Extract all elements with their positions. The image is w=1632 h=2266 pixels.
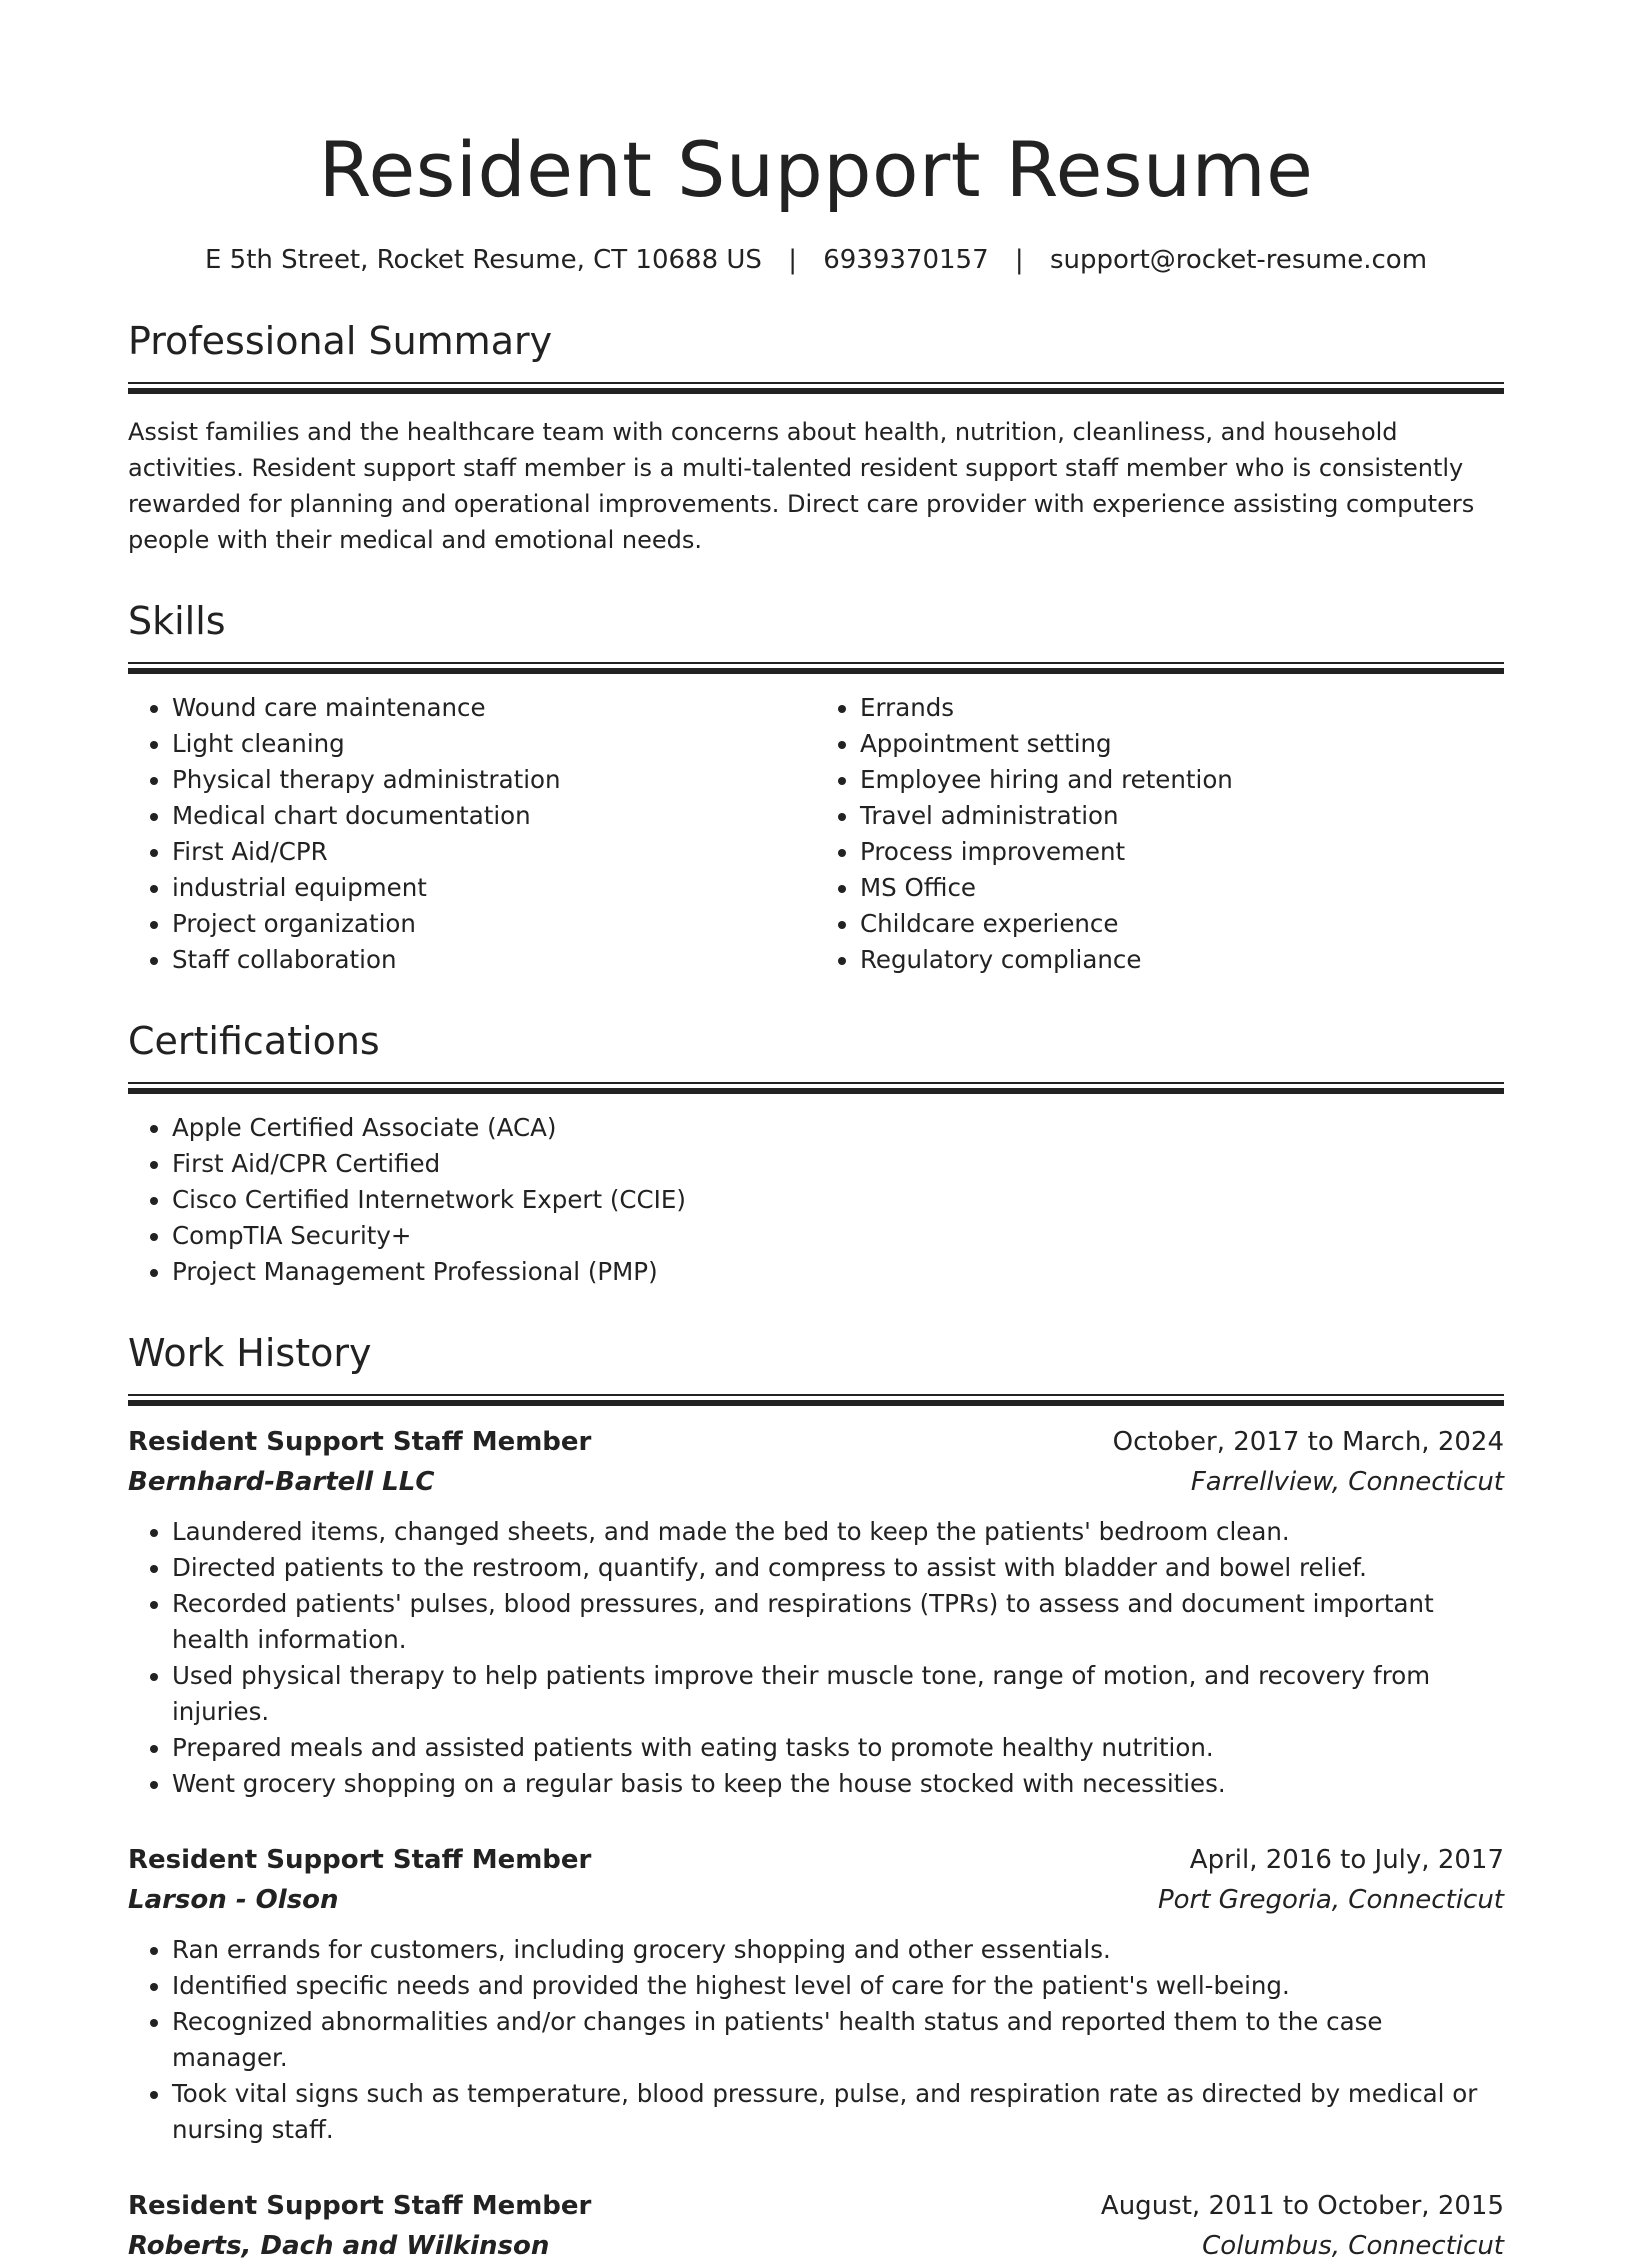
skill-item: • Employee hiring and retention [860,762,1504,798]
job-bullet: • Directed patients to the restroom, quantify, and compress to assist with bladder and bowel relief. [172,1550,1504,1586]
certifications-heading: Certifications [128,1019,380,1063]
skill-item: • Childcare experience [860,906,1504,942]
job-bullet: • Recognized abnormalities and/or changes in patients' health status and reported them to the case manager. [172,2004,1504,2076]
job-bullet: • Took vital signs such as temperature, blood pressure, pulse, and respiration rate as directed by medical or nursing staff. [172,2076,1504,2148]
section-divider [128,1394,1504,1396]
skill-item: • Process improvement [860,834,1504,870]
job-location: Farrellview, Connecticut [1190,1467,1504,1497]
contact-address: E 5th Street, Rocket Resume, CT 10688 US [204,245,762,275]
skill-item: • Project organization [172,906,816,942]
contact-separator: | [1014,245,1024,275]
skills-columns [128,690,1504,978]
job-entry [128,1840,1504,2148]
section-divider [128,1082,1504,1084]
certification-item: • Cisco Certified Internetwork Expert (CCIE) [172,1182,1504,1218]
resume-title: Resident Support Resume [318,125,1314,214]
skill-item: • Light cleaning [172,726,816,762]
job-company: Roberts, Dach and Wilkinson [128,2231,550,2261]
job-location: Port Gregoria, Connecticut [1157,1885,1504,1915]
job-bullet: • Recorded patients' pulses, blood pressures, and respirations (TPRs) to assess and document important health information. [172,1586,1504,1658]
job-dates: October, 2017 to March, 2024 [1112,1427,1504,1457]
skills-list-right [816,690,1504,978]
skill-item: • Wound care maintenance [172,690,816,726]
job-header-row [128,1840,1504,1880]
job-company-row [128,1880,1504,1920]
job-bullet: • Ran errands for customers, including grocery shopping and other essentials. [172,1932,1504,1968]
job-title: Resident Support Staff Member [128,1427,592,1457]
certification-item: • First Aid/CPR Certified [172,1146,1504,1182]
job-title: Resident Support Staff Member [128,2191,592,2221]
job-bullets [128,1932,1504,2148]
job-header-row [128,2186,1504,2226]
skills-list-left [128,690,816,978]
job-bullet: • Identified specific needs and provided the highest level of care for the patient's well-being. [172,1968,1504,2004]
job-entry [128,2186,1504,2266]
contact-separator: | [788,245,797,275]
skill-item: • Travel administration [860,798,1504,834]
skill-item: • Physical therapy administration [172,762,816,798]
section-divider [128,662,1504,664]
skill-item: • Medical chart documentation [172,798,816,834]
job-bullet: • Laundered items, changed sheets, and made the bed to keep the patients' bedroom clean. [172,1514,1504,1550]
summary-heading: Professional Summary [128,319,553,363]
job-bullet: • Used physical therapy to help patients improve their muscle tone, range of motion, and recovery from injuries. [172,1658,1504,1730]
job-company: Bernhard-Bartell LLC [128,1467,435,1497]
skills-section [128,596,1504,978]
skill-item: • Regulatory compliance [860,942,1504,978]
job-header-row [128,1422,1504,1462]
job-entry [128,1422,1504,1802]
job-company-row [128,1462,1504,1502]
job-title: Resident Support Staff Member [128,1845,592,1875]
skill-item: • Errands [860,690,1504,726]
skills-heading: Skills [128,599,226,643]
job-dates: April, 2016 to July, 2017 [1189,1845,1504,1875]
job-company-row [128,2226,1504,2266]
certifications-section [128,1016,1504,1290]
contact-line [128,242,1504,278]
skill-item: • Staff collaboration [172,942,816,978]
job-bullets [128,1514,1504,1802]
certification-item: • Apple Certified Associate (ACA) [172,1110,1504,1146]
job-location: Columbus, Connecticut [1202,2231,1504,2261]
work-history-heading: Work History [128,1331,372,1375]
job-bullet: • Prepared meals and assisted patients with eating tasks to promote healthy nutrition. [172,1730,1504,1766]
job-dates: August, 2011 to October, 2015 [1100,2191,1504,2221]
section-divider [128,382,1504,384]
work-history-section [128,1328,1504,2266]
summary-text: Assist families and the healthcare team with concerns about health, nutrition, cleanliness, and household activities. Resident support staff member is a multi-talented resident support staff member who is consistently rewarded for planning and operational improvements. Direct care provider with experience assisting computers people with their medical and emotional needs. [128,418,1475,554]
summary-section [128,316,1504,558]
skill-item: • First Aid/CPR [172,834,816,870]
skill-item: • MS Office [860,870,1504,906]
certification-item: • CompTIA Security+ [172,1218,1504,1254]
certification-item: • Project Management Professional (PMP) [172,1254,1504,1290]
skill-item: • Appointment setting [860,726,1504,762]
job-bullet: • Went grocery shopping on a regular basis to keep the house stocked with necessities. [172,1766,1504,1802]
contact-phone: 6939370157 [823,245,989,275]
certifications-list [128,1110,1504,1290]
contact-email: support@rocket-resume.com [1049,245,1428,275]
skill-item: • industrial equipment [172,870,816,906]
job-company: Larson - Olson [128,1885,339,1915]
